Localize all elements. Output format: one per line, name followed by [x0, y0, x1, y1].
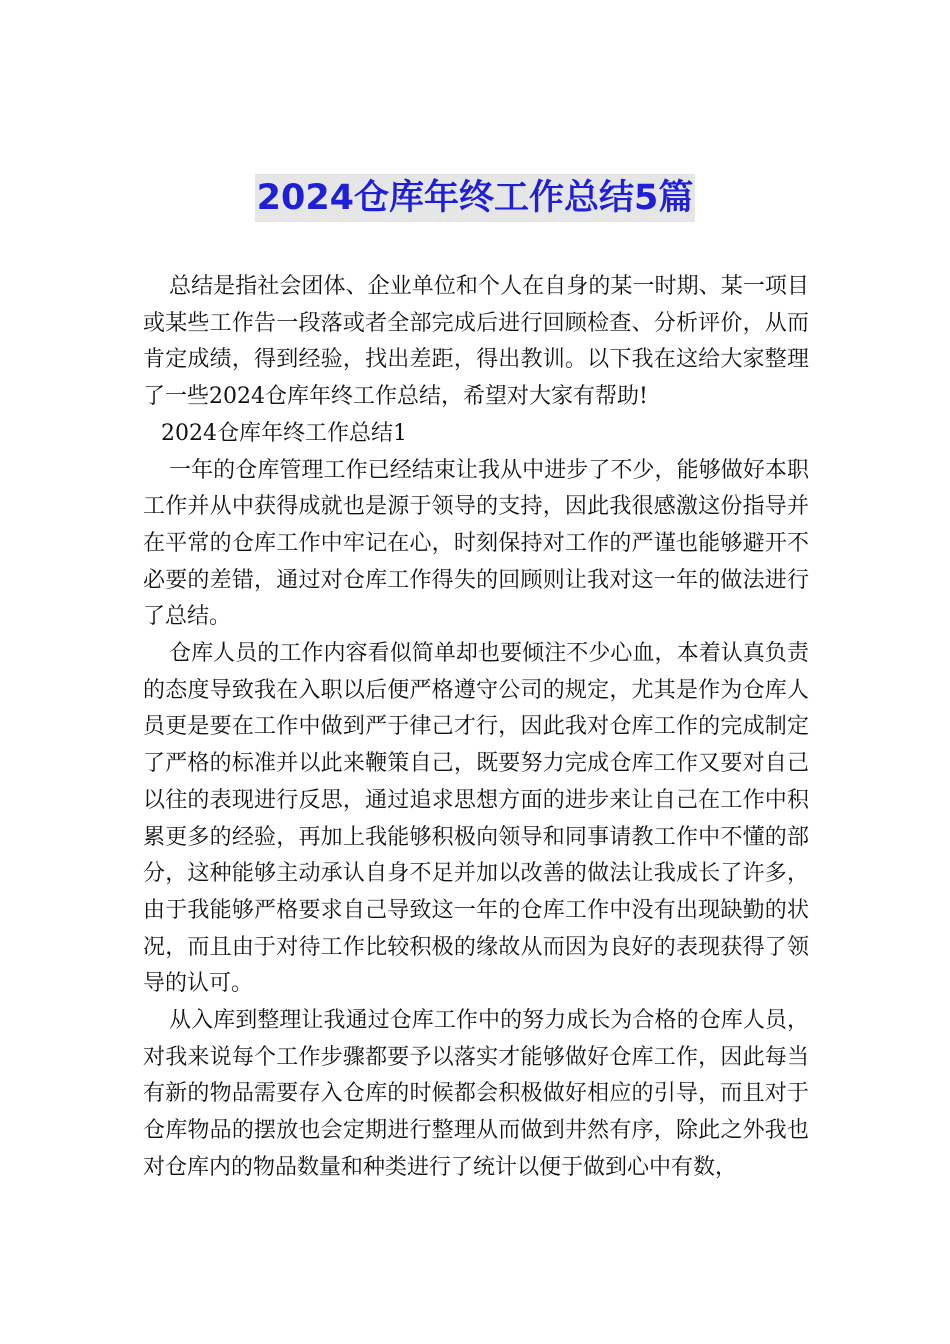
document-title: 2024仓库年终工作总结5篇	[255, 174, 696, 222]
section-heading: 2024仓库年终工作总结1	[161, 420, 407, 446]
intro-paragraph: 总结是指社会团体、企业单位和个人在自身的某一时期、某一项目或某些工作告一段落或者全部完成后进行回顾检查、分析评价，从而肯定成绩，得到经验，找出差距，得出教训。以下我在这给大家整理了一些2024仓库年终工作总结，希望对大家有帮助!	[143, 274, 809, 410]
title-container	[0, 174, 950, 222]
body-paragraph-1: 一年的仓库管理工作已经结束让我从中进步了不少，能够做好本职工作并从中获得成就也是源于领导的支持，因此我很感激这份指导并在平常的仓库工作中牢记在心，时刻保持对工作的严谨也能够避开不必要的差错，通过对仓库工作得失的回顾则让我对这一年的做法进行了总结。	[143, 457, 809, 630]
document-body	[143, 269, 809, 1187]
body-paragraph-3: 从入库到整理让我通过仓库工作中的努力成长为合格的仓库人员，对我来说每个工作步骤都要予以落实才能够做好仓库工作，因此每当有新的物品需要存入仓库的时候都会积极做好相应的引导，而且对于仓库物品的摆放也会定期进行整理从而做到井然有序，除此之外我也对仓库内的物品数量和种类进行了统计以便于做到心中有数，	[143, 1008, 809, 1180]
body-paragraph-2: 仓库人员的工作内容看似简单却也要倾注不少心血，本着认真负责的态度导致我在入职以后便严格遵守公司的规定，尤其是作为仓库人员更是要在工作中做到严于律己才行，因此我对仓库工作的完成制定了严格的标准并以此来鞭策自己，既要努力完成仓库工作又要对自己以往的表现进行反思，通过追求思想方面的进步来让自己在工作中积累更多的经验，再加上我能够积极向领导和同事请教工作中不懂的部分，这种能够主动承认自身不足并加以改善的做法让我成长了许多，由于我能够严格要求自己导致这一年的仓库工作中没有出现缺勤的状况，而且由于对待工作比较积极的缘故从而因为良好的表现获得了领导的认可。	[143, 641, 809, 997]
